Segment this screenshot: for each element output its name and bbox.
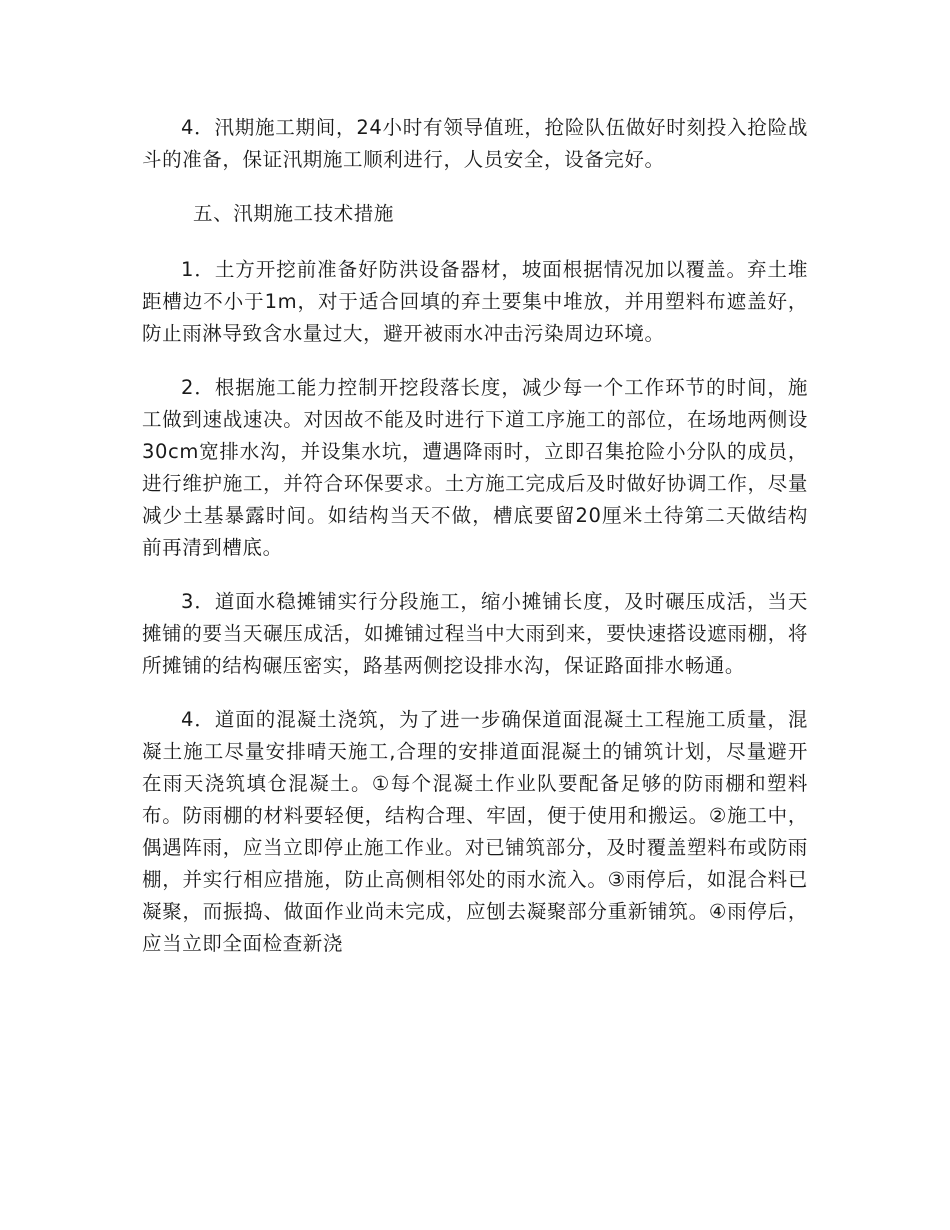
paragraph-flood-duty: 4．汛期施工期间，24小时有领导值班，抢险队伍做好时刻投入抢险战斗的准备，保证汛期施工顺利进行，人员安全，设备完好。: [142, 116, 808, 171]
paragraph-paving: 3．道面水稳摊铺实行分段施工，缩小摊铺长度，及时碾压成活，当天摊铺的要当天碾压成活，如摊铺过程当中大雨到来，要快速搭设遮雨棚，将所摊铺的结构碾压密实，路基两侧挖设排水沟，保证路面排水畅通。: [142, 590, 808, 677]
document-body: [142, 112, 808, 960]
section-heading: 五、汛期施工技术措施: [193, 202, 395, 225]
paragraph-concrete: 4．道面的混凝土浇筑，为了进一步确保道面混凝土工程施工质量，混凝土施工尽量安排晴天施工,合理的安排道面混凝土的铺筑计划，尽量避开在雨天浇筑填仓混凝土。①每个混凝土作业队要配备足够的防雨棚和塑料布。防雨棚的材料要轻便，结构合理、牢固，便于使用和搬运。②施工中，偶遇阵雨，应当立即停止施工作业。对已铺筑部分，及时覆盖塑料布或防雨棚，并实行相应措施，防止高侧相邻处的雨水流入。③雨停后，如混合料已凝聚，而振捣、做面作业尚未完成，应刨去凝聚部分重新铺筑。④雨停后，应当立即全面检查新浇: [142, 708, 808, 955]
paragraph-earthwork: 1．土方开挖前准备好防洪设备器材，坡面根据情况加以覆盖。弃土堆距槽边不小于1m，对于适合回填的弃土要集中堆放，并用塑料布遮盖好，防止雨淋导致含水量过大，避开被雨水冲击污染周边环境。: [142, 258, 808, 345]
paragraph-excavation: 2．根据施工能力控制开挖段落长度，减少每一个工作环节的时间，施工做到速战速决。对因故不能及时进行下道工序施工的部位，在场地两侧设30cm宽排水沟，并设集水坑，遭遇降雨时，立即召集抢险小分队的成员，进行维护施工，并符合环保要求。土方施工完成后及时做好协调工作，尽量减少土基暴露时间。如结构当天不做，槽底要留20厘米土待第二天做结构前再清到槽底。: [142, 376, 808, 559]
